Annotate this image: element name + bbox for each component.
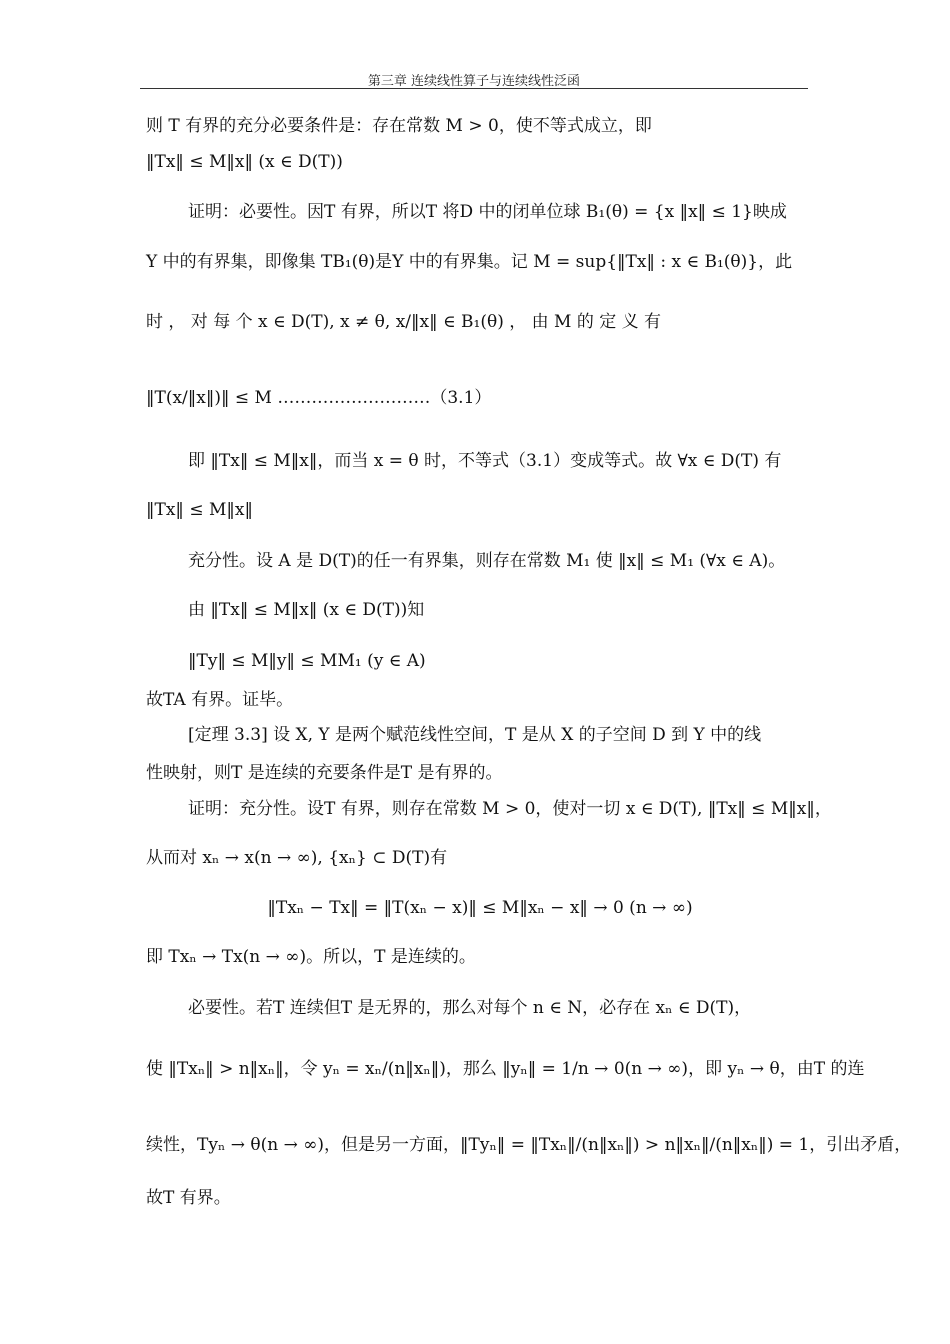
- text-line-20: 使 ‖Txₙ‖ > n‖xₙ‖，令 yₙ = xₙ/(n‖xₙ‖)，那么 ‖yₙ‖ = 1/n → 0(n → ∞)，即 yₙ → θ，由T 的连: [146, 1059, 865, 1079]
- text-line-3: 证明：必要性。因T 有界，所以T 将D 中的闭单位球 B₁(θ) = {x ‖x‖ ≤ 1}映成: [188, 202, 787, 222]
- text-line-22: 故T 有界。: [146, 1188, 231, 1208]
- formula-3-1: ‖T(x/‖x‖)‖ ≤ M ………………………（3.1）: [146, 388, 492, 408]
- theorem-3-3: [定理 3.3] 设 X, Y 是两个赋范线性空间，T 是从 X 的子空间 D 到 Y 中的线: [188, 725, 762, 745]
- text-line-19: 必要性。若T 连续但T 是无界的，那么对每个 n ∈ N，必存在 xₙ ∈ D(T)，: [188, 998, 752, 1018]
- text-line-21: 续性，Tyₙ → θ(n → ∞)，但是另一方面，‖Tyₙ‖ = ‖Txₙ‖/(n‖xₙ‖) > n‖xₙ‖/(n‖xₙ‖) = 1，引出矛盾，: [146, 1135, 912, 1155]
- text-line-2: ‖Tx‖ ≤ M‖x‖ (x ∈ D(T)): [146, 152, 343, 172]
- text-line-12: 故TA 有界。证毕。: [146, 690, 294, 710]
- text-line-9: 充分性。设 A 是 D(T)的任一有界集，则存在常数 M₁ 使 ‖x‖ ≤ M₁ (∀x ∈ A)。: [188, 551, 786, 571]
- text-line-15: 证明：充分性。设T 有界，则存在常数 M > 0，使对一切 x ∈ D(T), ‖Tx‖ ≤ M‖x‖，: [188, 799, 832, 819]
- text-line-4: Y 中的有界集，即像集 TB₁(θ)是Y 中的有界集。记 M = sup{‖Tx‖ : x ∈ B₁(θ)}，此: [146, 252, 793, 272]
- text-line-18: 即 Txₙ → Tx(n → ∞)。所以，T 是连续的。: [146, 947, 476, 967]
- text-line-8: ‖Tx‖ ≤ M‖x‖: [146, 500, 253, 520]
- text-line-16: 从而对 xₙ → x(n → ∞), {xₙ} ⊂ D(T)有: [146, 848, 448, 868]
- text-line-10: 由 ‖Tx‖ ≤ M‖x‖ (x ∈ D(T))知: [188, 600, 425, 620]
- running-header: 第三章 连续线性算子与连续线性泛函: [367, 74, 581, 89]
- text-line-7: 即 ‖Tx‖ ≤ M‖x‖，而当 x = θ 时，不等式（3.1）变成等式。故 ∀x ∈ D(T) 有: [188, 451, 782, 471]
- text-line-1: 则 T 有界的充分必要条件是：存在常数 M > 0，使不等式成立，即: [146, 116, 652, 136]
- text-line-17: ‖Txₙ − Tx‖ = ‖T(xₙ − x)‖ ≤ M‖xₙ − x‖ → 0 (n → ∞): [267, 898, 693, 918]
- text-line-14: 性映射，则T 是连续的充要条件是T 是有界的。: [146, 763, 503, 783]
- header-rule: [140, 88, 808, 89]
- text-line-11: ‖Ty‖ ≤ M‖y‖ ≤ MM₁ (y ∈ A): [188, 651, 426, 671]
- text-line-5: 时 ， 对 每 个 x ∈ D(T), x ≠ θ, x/‖x‖ ∈ B₁(θ) ， 由 M 的 定 义 有: [146, 312, 662, 332]
